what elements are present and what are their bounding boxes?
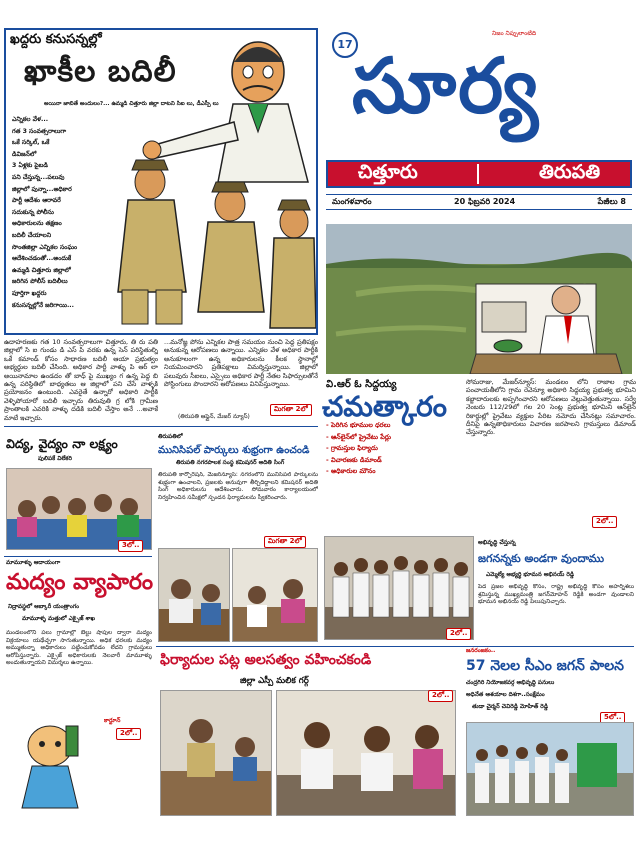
sidebar-line: పూర్తిగా ఖద్దరు — [12, 289, 47, 297]
rule-headline: 57 నెలల సీఎం జగన్ పాలన — [466, 658, 624, 674]
sidebar-line: బదిలీ చేయాలని — [12, 231, 52, 239]
lead-sidebar — [12, 114, 96, 311]
health-photo — [6, 468, 152, 550]
sidebar-line: పని చేస్తున్న...పలువు — [12, 173, 65, 181]
land-headline: చమత్కారం — [322, 390, 447, 423]
sidebar-line: ఆదేశించడంతో...అందుకే — [12, 255, 72, 263]
politician-police-cartoon — [98, 32, 316, 332]
parks-continued: మిగతా 2లో — [264, 536, 306, 548]
page-count: పేజీలు 8 — [597, 196, 626, 206]
sidebar-line: సదుకున్న పోలీసు — [12, 208, 54, 216]
sidebar-line: ఒకే సర్కిల్, ఒకే — [12, 139, 50, 147]
liquor-continued: 2లో.. — [116, 728, 141, 740]
jagan-body: పేద ప్రజల అభివృద్ధి కోసం, రాష్ట్ర అభివృద్ధి కోసం అహర్నిశలు శ్రమిస్తున్న ముఖ్యమంత్రి జగన్‌మోహన్ రెడ్డికి అండగా వుండాలని భూమన అభినయ్ రెడ్డి పిలుపునిచ్చారు. — [478, 584, 634, 606]
sidebar-line: గత 3 సంవత్సరాలుగా — [12, 127, 67, 135]
complaint-photo-left — [160, 690, 272, 816]
land-kicker: వి.ఆర్ ఓ సిద్దయ్య — [326, 379, 397, 390]
petitioners-image — [277, 691, 456, 816]
complaint-headline: ఫిర్యాదుల పట్ల అలసత్వం వహించకండి — [160, 652, 372, 668]
anniversary-number: 17 — [337, 38, 353, 51]
edition-bar — [326, 160, 632, 188]
rule-photo — [466, 722, 634, 816]
land-bullet: - విచారణకు డిమాండ్ — [326, 455, 382, 464]
section-rule — [156, 646, 634, 647]
sp-desk-image — [161, 691, 272, 816]
sidebar-line: ఉమ్మడి చిత్తూరు జిల్లాలో — [12, 266, 71, 274]
group-image — [325, 537, 474, 640]
sidebar-line: 3 ఏళ్లకు పైబడి — [12, 162, 48, 170]
drunk-man-cartoon — [6, 716, 94, 810]
land-photo — [326, 224, 632, 374]
jagan-sub: ఎమ్మెల్యే అభ్యర్థి భూమన అభినయ్ రెడ్డి — [486, 572, 575, 578]
masthead-tagline: నిజం నిప్పులాంటిది — [492, 30, 537, 37]
liquor-body: మండలంలోని పలు గ్రామాల్లో బెల్టు షాపుల ద్వారా మద్యం విక్రయాలు యథేచ్ఛగా సాగుతున్నాయి. అధిక ధరలకు మద్యం అమ్ముతున్నా అధికారులు పట్టించుకోవడం లేదని గ్రామస్తులు ఆరోపిస్తున్నారు. ఎక్సైజ్ అధికారులకు నెలవారీ మామూళ్ళు అందుతున్నాయని విమర్శలు ఉన్నాయి. — [6, 630, 152, 667]
health-byline: పులిపకే విలేకరి — [38, 456, 72, 462]
sidebar-line: కనుసన్నల్లోనే జరిగాయి... — [12, 301, 75, 309]
parks-headline: మునిసిపల్ పార్కులు శుభ్రంగా ఉంచండి — [158, 445, 310, 456]
jagan-continued: 2లో.. — [446, 628, 471, 640]
health-continued: 3లో.. — [118, 540, 143, 552]
edition-divider — [477, 164, 479, 184]
rule-sub2: అధినేత ఆశయాల దిశగా..సంక్షేమం — [466, 692, 545, 698]
liquor-headline: మద్యం వ్యాపారం — [6, 570, 154, 595]
complaint-photo-right — [276, 690, 456, 816]
complaint-sub: జిల్లా ఎస్పీ మలిక గర్గ్ — [240, 676, 309, 686]
rule-sub3: తుడా చైర్మన్ చెవిరెడ్డి మోహిత్ రెడ్డి — [472, 704, 548, 710]
dateline-bar — [326, 194, 632, 210]
edition-left: చిత్తూరు — [357, 160, 418, 183]
health-headline: విద్య, వైద్యం నా లక్ష్యం — [6, 436, 118, 451]
section-rule — [4, 556, 152, 557]
parks-photo-left — [158, 548, 230, 642]
sidebar-line: జరిగిన పోలీస్ బదిలీలు — [12, 278, 68, 286]
sidebar-line: అధికారులను తక్షణం — [12, 220, 62, 228]
parks-dateline: తిరుపతిలో — [158, 434, 183, 440]
section-rule — [4, 426, 318, 427]
parks-body: తిరుపతి కార్పొరేషన్, మేజర్‌న్యూస్: నగరంలోని మునిసిపల్ పార్కులను శుభ్రంగా ఉంచాలని, ప్రజలకు అనువుగా తీర్చిదిద్దాలని కమిషనర్ అదితి సింగ్ అధికారులను ఆదేశించారు. సోమవారం కార్యాలయంలో నిర్వహించిన సమీక్షలో స్పందన ఫిర్యాదులను స్వీకరించారు. — [158, 472, 318, 501]
land-bullet: - పెరిగిన భూముల ధరలు — [326, 421, 391, 429]
liquor-credit: కార్టూన్ — [104, 718, 121, 724]
jagan-kicker: అభివృద్ధి చేస్తున్న — [478, 540, 516, 546]
masthead-title: సూర్య — [352, 41, 540, 130]
masthead — [322, 28, 636, 226]
meeting-image — [159, 549, 230, 642]
rule-continued: 5లో.. — [600, 712, 625, 724]
sidebar-line: సొంతజిల్లా ఎన్నికల సంఘం — [12, 243, 78, 251]
field-image — [326, 224, 632, 374]
land-continued: 2లో.. — [592, 516, 617, 528]
lead-headline: ఖాకీల బదిలీ — [24, 54, 177, 89]
parks-sub: తిరుపతి నగరపాలక సంస్థ కమిషనర్ అదితి సింగ్ — [176, 460, 285, 466]
sidebar-line: పార్టీ ఆదేశం ఆరావరే — [12, 197, 61, 205]
edition-right: తిరుపతి — [539, 160, 601, 183]
lead-body-col1: ఉదాహరణకు గత 10 సంవత్సరాలుగా చిత్తూరు, తి రు పతి జిల్లాలో సి ఐ గుండు డి ఎస్ పి వరకు ఉన్న సెన్ పరిస్థితుల్ని ఒకే కమాండ్ కోసం సాధారణ బదిలీ ఆయా ప్రభుత్వం అభ్యర్థుల బదిలీ చేసింది. అధికార పార్టీ వాళ్ళు పి ఆర్ లా అయినామాల ఉండదం తో బాధ్ పై ముఖ్యం గ ఉన్న పెద్ద బి ఉన్న పరిస్థితిలో బాధ్యతలు ఆ జిల్లాలో పని చేసే వాళ్ళకి ప్రయోజనం ఉంటుంది. ఎవరైతే ఉన్నారో అధికారి పార్టీకి వెళ్ళిపోయారో బదిలీ ఇచ్చారు తిరువుతి గ్ర లోకి గ్రామీణ ప్రాంతాలకి ఎవరికి వాళ్ళు దడికి బదిలీ చేస్తాం అనే ...అవాకే మాటే ఇచ్చారు. — [4, 338, 158, 422]
sidebar-line: ఎన్నికల వేళ... — [12, 116, 49, 123]
rule-kicker: జనరంజకం.. — [466, 648, 496, 654]
land-bullet: - ఆన్‌లైన్‌లో ప్రైవేటు పేర్లు — [326, 432, 391, 441]
land-bullet: - అధికారుల మౌనం — [326, 467, 376, 475]
sidebar-line: జిల్లాలో పున్నా...అధికార — [12, 185, 72, 193]
land-bullet: - గ్రామస్తుల ఫిర్యాదు — [326, 444, 378, 452]
issue-day: మంగళవారం — [332, 196, 372, 206]
children-group-image — [7, 469, 152, 550]
jagan-headline: జగనన్నకు అండగా వుందాము — [478, 552, 605, 565]
office-image — [233, 549, 318, 642]
lead-body-col2: ...మనోజ్ఞ పోను ఎన్నికల పాత్ర సమయం నుంచి పెద్ద ప్రతిపక్షం అనుకున్న ఆరోపణలు ఉన్నాయి. ఎన్నికల వేళ అధికార పార్టీకి అనుకూలంగా ఉన్న అధికారులను కీలక స్థానాల్లో నియమించారని ప్రతిపక్షాలు విమర్శిస్తున్నాయి. జిల్లాలో పలువురు సీఐలు, ఎస్సైలు అధికార పార్టీ నేతల సిఫార్సులతోనే పోస్టింగులు పొందారని ఆరోపణలు వినిపిస్తున్నాయి. — [164, 338, 318, 389]
sidebar-line: డివిజన్‌లో — [12, 150, 37, 158]
parks-photo-right — [232, 548, 318, 642]
liquor-sub1: నిద్రావస్థలో ఆబ్కారీ యంత్రాంగం — [8, 604, 80, 610]
liquor-sub2: మామూళ్ళ మత్తులో ఎక్సైజ్ శాఖ — [22, 616, 95, 622]
lead-continued: మిగతా 2లో — [270, 404, 312, 416]
complaint-continued: 2లో.. — [428, 690, 453, 702]
crowd-image — [467, 723, 634, 816]
lead-kicker: ఖద్దరు కనుసన్నల్లో — [10, 32, 102, 47]
jagan-group-photo — [324, 536, 474, 640]
liquor-kicker: మామూళ్ళు ఆదాయంగా — [6, 560, 61, 566]
land-bullets — [326, 420, 456, 478]
lead-byline: (తిరుపతి ఆఫ్లైన్, మేజర్ న్యూస్) — [178, 414, 250, 420]
lead-deck: అయినా జాబితే అందులం?... ఉమ్మడి చిత్తూరు జిల్లా దాటని సిఐ లు, డీఎస్పీ లు — [44, 101, 219, 107]
land-body: సోమరాజు, మేజర్‌న్యూస్: మండలం లోని రాజాల గ్రామ పంచాయతీలోని గ్రామ రెవెన్యూ అధికారి సిద్దయ్య ప్రభుత్వ భూమిని కబ్జాదారులకు అప్పగించారని ఆరోపణలు వెల్లువెత్తుతున్నాయి. సర్వే నెంబరు 112/29లో గల 20 సెంట్ల ప్రభుత్వ భూమిని ఆన్‌లైన్ రికార్డుల్లో ప్రైవేటు వ్యక్తుల పేరిట నమోదు చేసినట్లు సమాచారం. దీనిపై ఉన్నతాధికారులు విచారణ జరపాలని గ్రామస్తులు డిమాండ్ చేస్తున్నారు. — [466, 378, 636, 437]
lead-story-box — [4, 28, 318, 335]
issue-date: 20 ఫిబ్రవరి 2024 — [454, 196, 516, 206]
rule-sub1: చంద్రగిరి నియోజకవర్గ అభివృద్ధి పనులు — [466, 680, 555, 686]
